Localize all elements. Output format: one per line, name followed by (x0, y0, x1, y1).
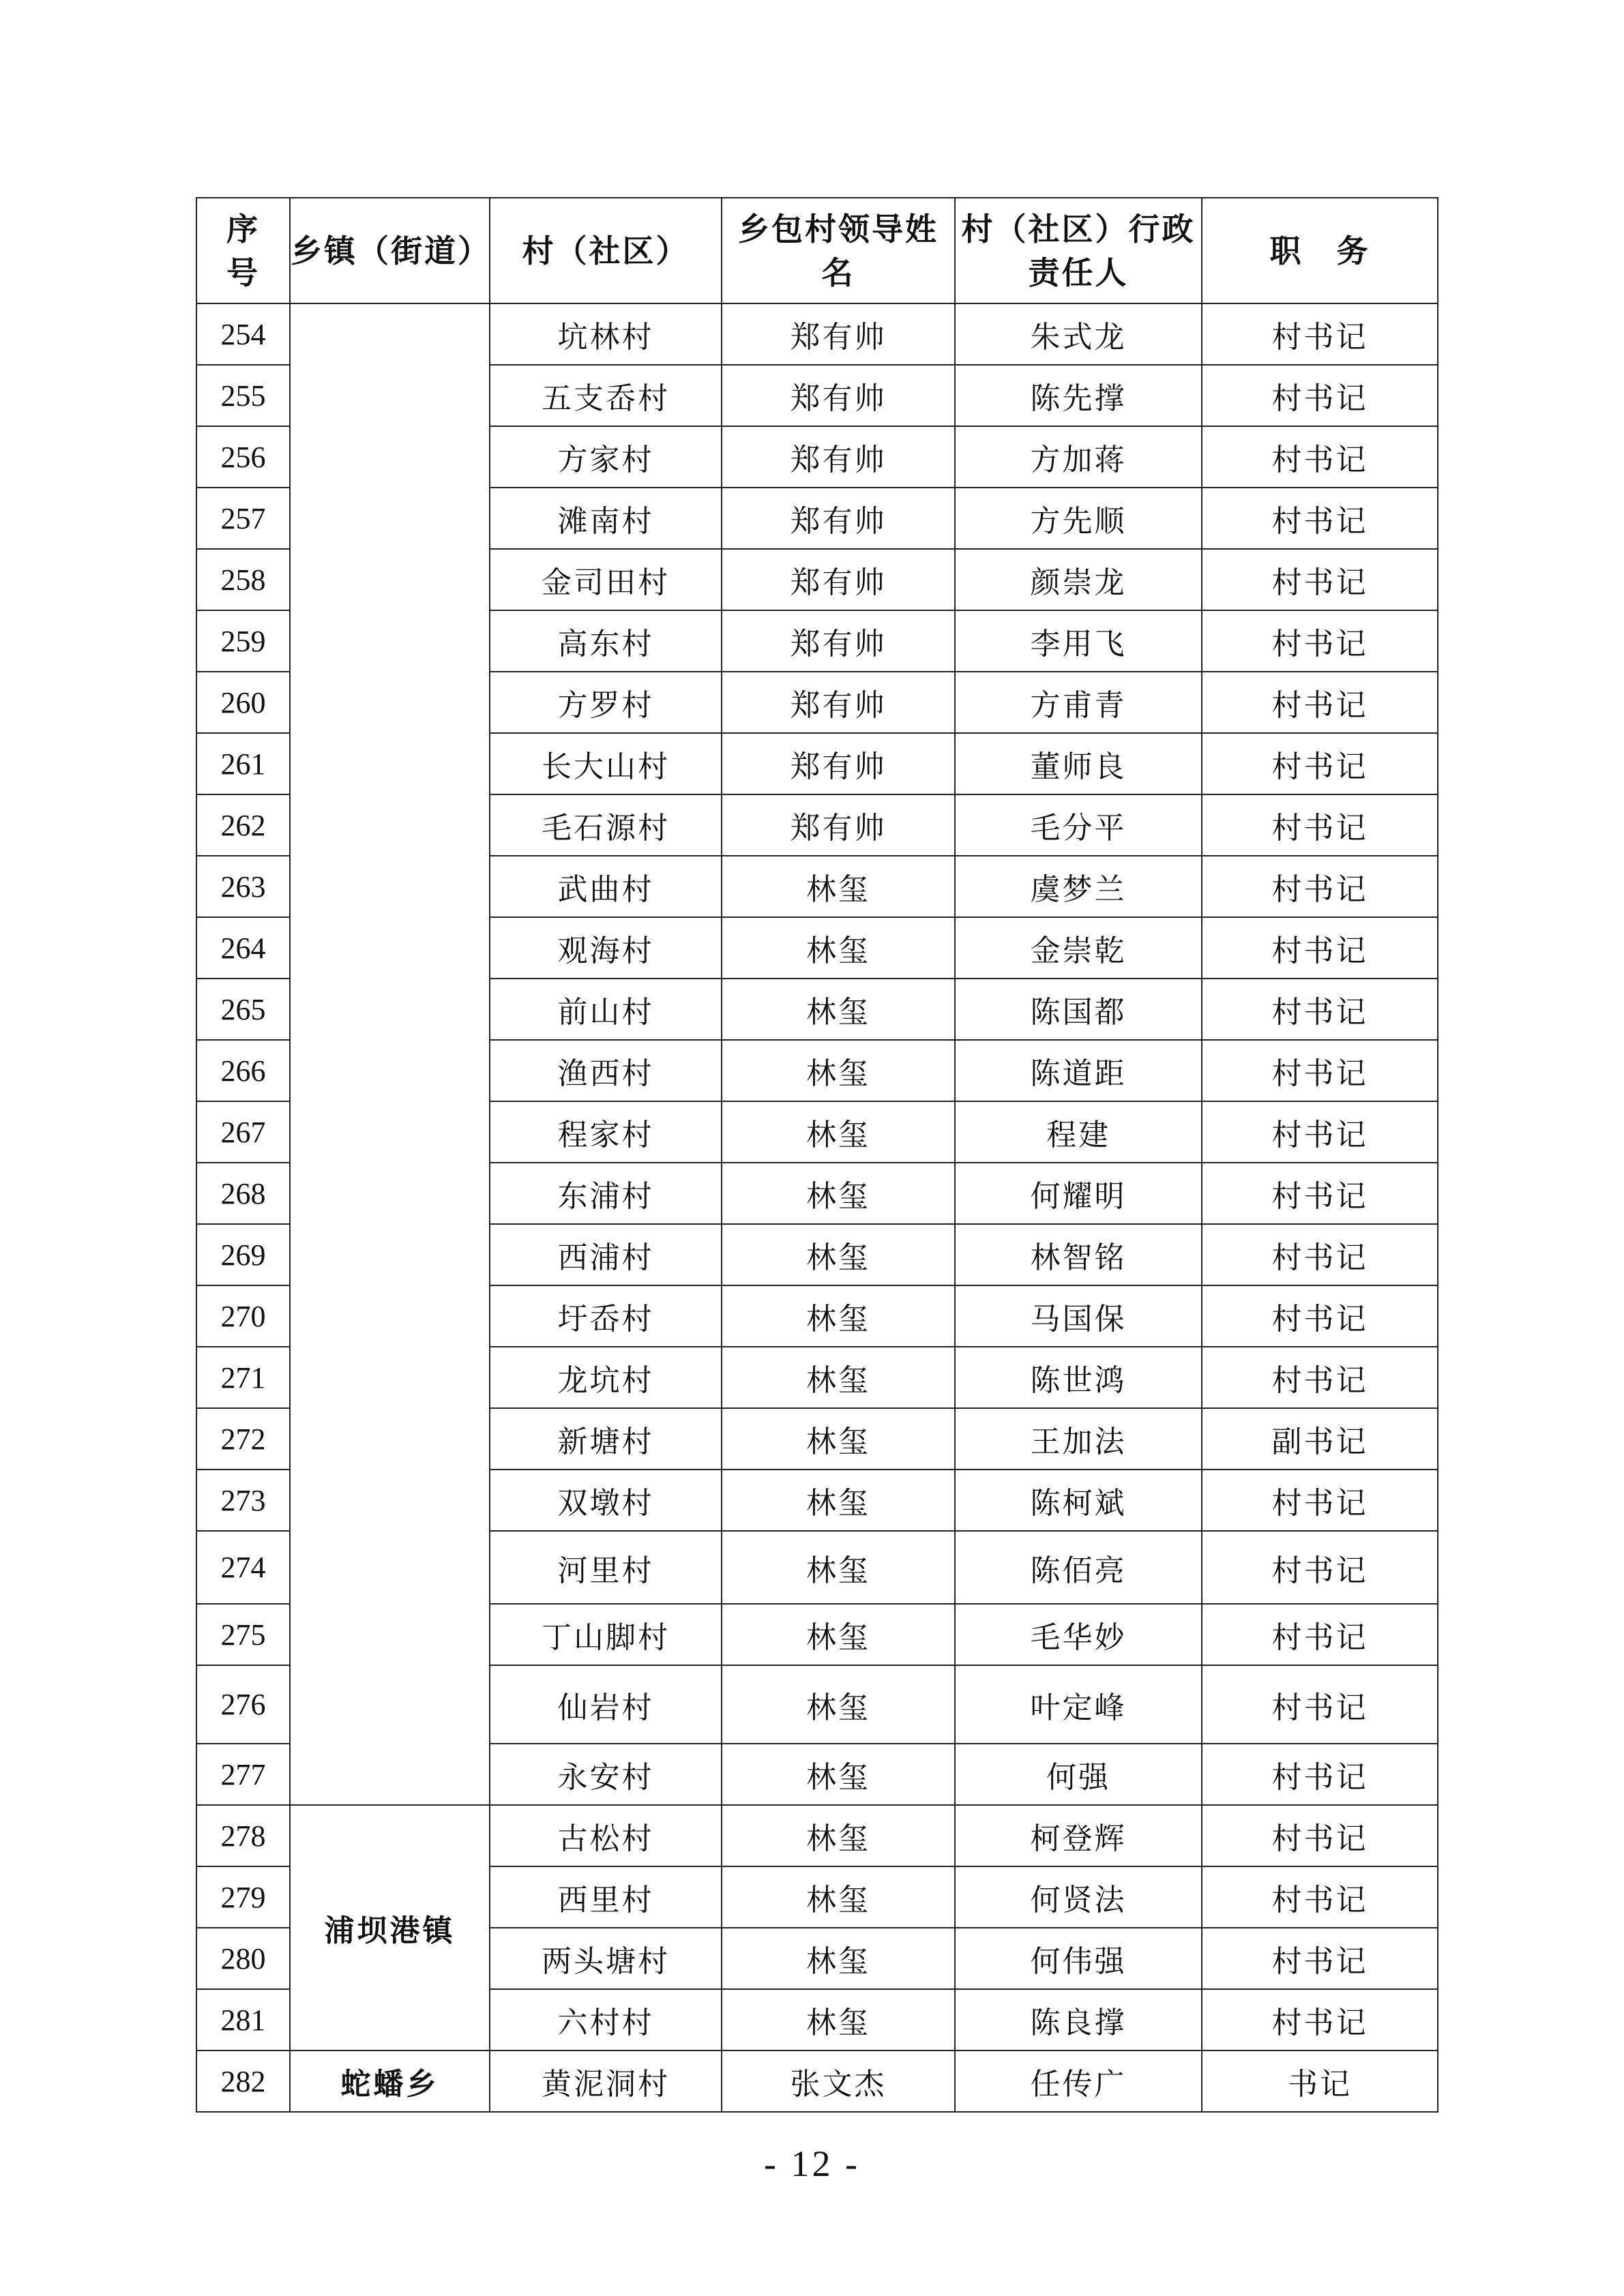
position-cell: 村书记 (1202, 365, 1438, 426)
village-cell: 西里村 (490, 1866, 722, 1928)
seq-cell: 259 (196, 610, 290, 672)
seq-cell: 267 (196, 1101, 290, 1163)
position-cell: 村书记 (1202, 1866, 1438, 1928)
position-cell: 村书记 (1202, 794, 1438, 856)
leader-cell: 郑有帅 (722, 303, 955, 365)
village-cell: 五支岙村 (490, 365, 722, 426)
village-cell: 东浦村 (490, 1163, 722, 1224)
village-cell: 前山村 (490, 979, 722, 1040)
seq-cell: 257 (196, 488, 290, 549)
seq-cell: 269 (196, 1224, 290, 1285)
position-cell: 村书记 (1202, 917, 1438, 979)
leader-cell: 郑有帅 (722, 365, 955, 426)
position-cell: 村书记 (1202, 1040, 1438, 1101)
responsible-cell: 李用飞 (955, 610, 1202, 672)
header-village: 村（社区） (490, 198, 722, 303)
table-row (196, 303, 1438, 365)
responsible-cell: 王加法 (955, 1408, 1202, 1470)
seq-cell: 265 (196, 979, 290, 1040)
village-cell: 毛石源村 (490, 794, 722, 856)
seq-cell: 255 (196, 365, 290, 426)
seq-cell: 279 (196, 1866, 290, 1928)
leader-cell: 林玺 (722, 1347, 955, 1408)
seq-cell: 277 (196, 1744, 290, 1805)
responsible-cell: 方甫青 (955, 672, 1202, 733)
responsible-cell: 金崇乾 (955, 917, 1202, 979)
town-cell (290, 303, 490, 1805)
leader-cell: 林玺 (722, 1224, 955, 1285)
seq-cell: 271 (196, 1347, 290, 1408)
leader-cell: 林玺 (722, 1928, 955, 1989)
position-cell: 村书记 (1202, 672, 1438, 733)
position-cell: 村书记 (1202, 303, 1438, 365)
village-cell: 坑林村 (490, 303, 722, 365)
position-cell: 村书记 (1202, 1928, 1438, 1989)
position-cell: 村书记 (1202, 1101, 1438, 1163)
seq-cell: 254 (196, 303, 290, 365)
seq-cell: 273 (196, 1470, 290, 1531)
seq-cell: 274 (196, 1531, 290, 1604)
village-cell: 长大山村 (490, 733, 722, 794)
village-cell: 黄泥洞村 (490, 2051, 722, 2112)
village-cell: 丁山脚村 (490, 1604, 722, 1665)
leader-cell: 林玺 (722, 1101, 955, 1163)
village-cell: 圩岙村 (490, 1285, 722, 1347)
position-cell: 村书记 (1202, 1989, 1438, 2051)
position-cell: 村书记 (1202, 1805, 1438, 1866)
responsible-cell: 马国保 (955, 1285, 1202, 1347)
header-leader: 乡包村领导姓 名 (722, 198, 955, 303)
position-cell: 村书记 (1202, 1665, 1438, 1744)
responsible-cell: 何耀明 (955, 1163, 1202, 1224)
leader-cell: 郑有帅 (722, 610, 955, 672)
seq-cell: 261 (196, 733, 290, 794)
village-cell: 西浦村 (490, 1224, 722, 1285)
village-cell: 河里村 (490, 1531, 722, 1604)
seq-cell: 258 (196, 549, 290, 610)
responsible-cell: 何贤法 (955, 1866, 1202, 1928)
officials-table (196, 197, 1438, 2113)
village-cell: 观海村 (490, 917, 722, 979)
seq-cell: 266 (196, 1040, 290, 1101)
seq-cell: 278 (196, 1805, 290, 1866)
leader-cell: 林玺 (722, 1866, 955, 1928)
table-body (196, 303, 1438, 2112)
village-cell: 六村村 (490, 1989, 722, 2051)
leader-cell: 林玺 (722, 1531, 955, 1604)
responsible-cell: 虞梦兰 (955, 856, 1202, 917)
seq-cell: 262 (196, 794, 290, 856)
seq-cell: 268 (196, 1163, 290, 1224)
responsible-cell: 陈国都 (955, 979, 1202, 1040)
seq-cell: 275 (196, 1604, 290, 1665)
responsible-cell: 董师良 (955, 733, 1202, 794)
responsible-cell: 柯登辉 (955, 1805, 1202, 1866)
page-number: - 12 - (764, 2143, 860, 2184)
responsible-cell: 陈先撑 (955, 365, 1202, 426)
position-cell: 村书记 (1202, 610, 1438, 672)
seq-cell: 256 (196, 426, 290, 488)
header-town: 乡镇（街道） (290, 198, 490, 303)
seq-cell: 282 (196, 2051, 290, 2112)
responsible-cell: 陈柯斌 (955, 1470, 1202, 1531)
leader-cell: 郑有帅 (722, 549, 955, 610)
seq-cell: 260 (196, 672, 290, 733)
village-cell: 双墩村 (490, 1470, 722, 1531)
leader-cell: 林玺 (722, 1665, 955, 1744)
leader-cell: 林玺 (722, 1604, 955, 1665)
village-cell: 方罗村 (490, 672, 722, 733)
position-cell: 村书记 (1202, 1163, 1438, 1224)
header-responsible: 村（社区）行政 责任人 (955, 198, 1202, 303)
position-cell: 副书记 (1202, 1408, 1438, 1470)
position-cell: 村书记 (1202, 1224, 1438, 1285)
responsible-cell: 叶定峰 (955, 1665, 1202, 1744)
responsible-cell: 陈佰亮 (955, 1531, 1202, 1604)
leader-cell: 林玺 (722, 1805, 955, 1866)
responsible-cell: 毛分平 (955, 794, 1202, 856)
responsible-cell: 朱式龙 (955, 303, 1202, 365)
responsible-cell: 陈世鸿 (955, 1347, 1202, 1408)
village-cell: 仙岩村 (490, 1665, 722, 1744)
village-cell: 滩南村 (490, 488, 722, 549)
responsible-cell: 陈良撑 (955, 1989, 1202, 2051)
seq-cell: 272 (196, 1408, 290, 1470)
position-cell: 村书记 (1202, 733, 1438, 794)
village-cell: 金司田村 (490, 549, 722, 610)
responsible-cell: 颜崇龙 (955, 549, 1202, 610)
responsible-cell: 何伟强 (955, 1928, 1202, 1989)
responsible-cell: 方先顺 (955, 488, 1202, 549)
seq-cell: 281 (196, 1989, 290, 2051)
position-cell: 村书记 (1202, 856, 1438, 917)
leader-cell: 林玺 (722, 1744, 955, 1805)
town-cell: 蛇蟠乡 (290, 2051, 490, 2112)
position-cell: 村书记 (1202, 488, 1438, 549)
leader-cell: 林玺 (722, 1408, 955, 1470)
seq-cell: 276 (196, 1665, 290, 1744)
village-cell: 高东村 (490, 610, 722, 672)
position-cell: 村书记 (1202, 979, 1438, 1040)
village-cell: 方家村 (490, 426, 722, 488)
leader-cell: 林玺 (722, 917, 955, 979)
responsible-cell: 方加蒋 (955, 426, 1202, 488)
town-cell: 浦坝港镇 (290, 1805, 490, 2051)
village-cell: 渔西村 (490, 1040, 722, 1101)
position-cell: 村书记 (1202, 1531, 1438, 1604)
responsible-cell: 毛华妙 (955, 1604, 1202, 1665)
seq-cell: 280 (196, 1928, 290, 1989)
village-cell: 武曲村 (490, 856, 722, 917)
table-row (196, 1805, 1438, 1866)
leader-cell: 林玺 (722, 979, 955, 1040)
leader-cell: 郑有帅 (722, 488, 955, 549)
position-cell: 村书记 (1202, 1470, 1438, 1531)
position-cell: 村书记 (1202, 549, 1438, 610)
position-cell: 村书记 (1202, 1285, 1438, 1347)
position-cell: 村书记 (1202, 1744, 1438, 1805)
position-cell: 村书记 (1202, 426, 1438, 488)
village-cell: 程家村 (490, 1101, 722, 1163)
table-row (196, 2051, 1438, 2112)
responsible-cell: 程建 (955, 1101, 1202, 1163)
responsible-cell: 陈道距 (955, 1040, 1202, 1101)
seq-cell: 270 (196, 1285, 290, 1347)
village-cell: 永安村 (490, 1744, 722, 1805)
seq-cell: 264 (196, 917, 290, 979)
leader-cell: 林玺 (722, 1040, 955, 1101)
position-cell: 村书记 (1202, 1604, 1438, 1665)
village-cell: 两头塘村 (490, 1928, 722, 1989)
leader-cell: 林玺 (722, 856, 955, 917)
position-cell: 书记 (1202, 2051, 1438, 2112)
leader-cell: 郑有帅 (722, 672, 955, 733)
village-cell: 龙坑村 (490, 1347, 722, 1408)
position-cell: 村书记 (1202, 1347, 1438, 1408)
village-cell: 古松村 (490, 1805, 722, 1866)
table-header-row (196, 198, 1438, 303)
header-position: 职 务 (1202, 198, 1438, 303)
header-seq: 序 号 (196, 198, 290, 303)
responsible-cell: 林智铭 (955, 1224, 1202, 1285)
responsible-cell: 何强 (955, 1744, 1202, 1805)
leader-cell: 林玺 (722, 1470, 955, 1531)
responsible-cell: 任传广 (955, 2051, 1202, 2112)
seq-cell: 263 (196, 856, 290, 917)
leader-cell: 张文杰 (722, 2051, 955, 2112)
leader-cell: 郑有帅 (722, 733, 955, 794)
leader-cell: 林玺 (722, 1163, 955, 1224)
leader-cell: 林玺 (722, 1989, 955, 2051)
leader-cell: 林玺 (722, 1285, 955, 1347)
leader-cell: 郑有帅 (722, 794, 955, 856)
leader-cell: 郑有帅 (722, 426, 955, 488)
village-cell: 新塘村 (490, 1408, 722, 1470)
